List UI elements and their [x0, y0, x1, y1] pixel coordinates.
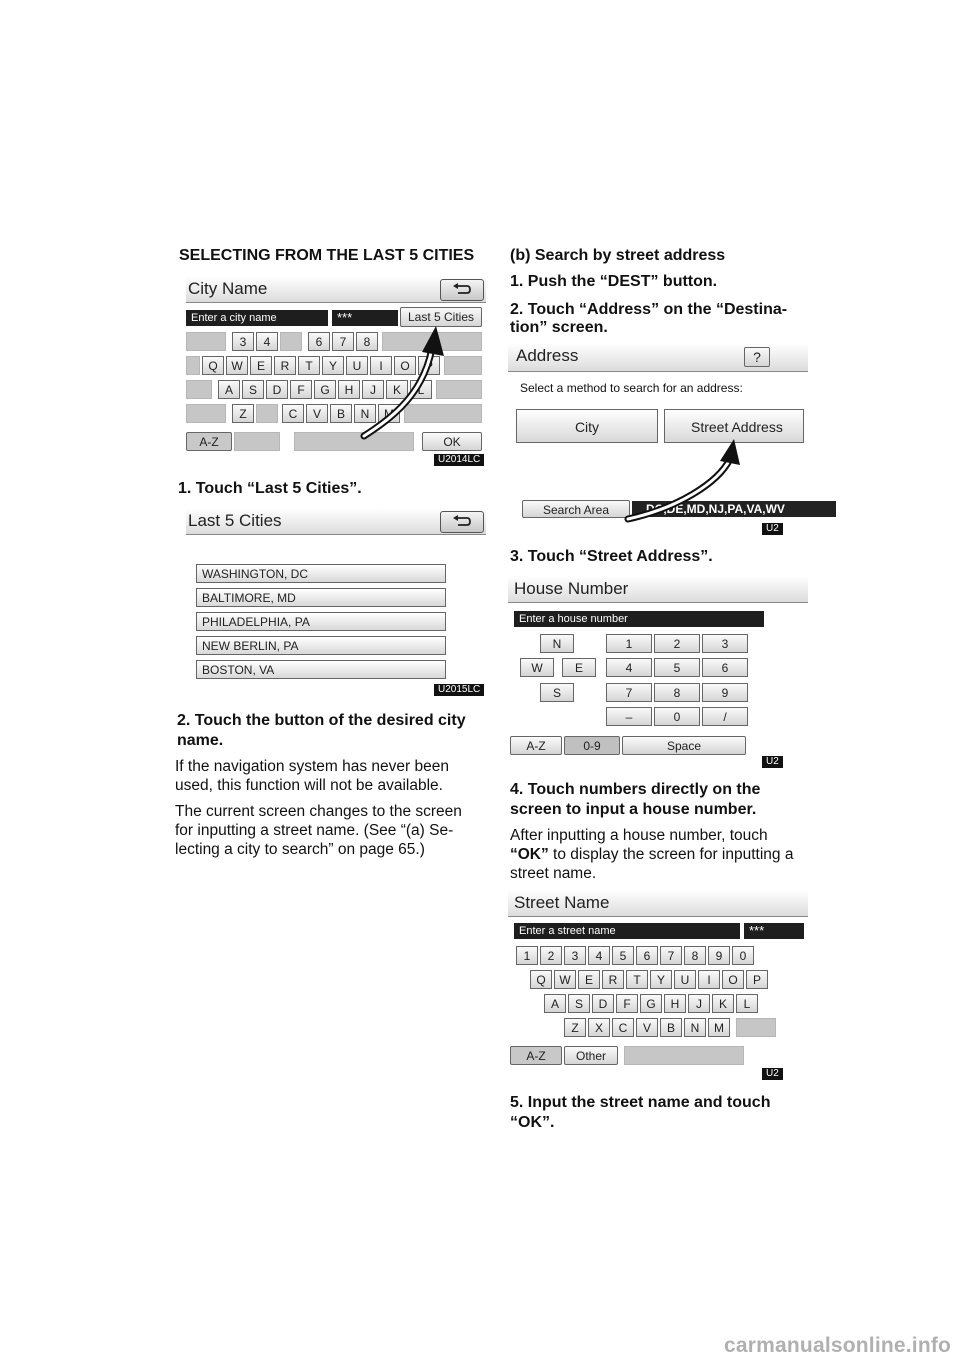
key[interactable]: H: [664, 994, 686, 1013]
step-5-line-2: “OK”.: [510, 1114, 555, 1131]
key[interactable]: O: [394, 356, 416, 375]
key[interactable]: V: [636, 1018, 658, 1037]
key[interactable]: 9: [708, 946, 730, 965]
key[interactable]: T: [626, 970, 648, 989]
key[interactable]: 9: [702, 683, 748, 702]
section-heading: (b) Search by street address: [510, 247, 726, 264]
last-5-cities-button[interactable]: Last 5 Cities: [400, 307, 482, 327]
address-screen: [508, 343, 808, 537]
screen-title: House Number: [514, 579, 629, 598]
key[interactable]: B: [660, 1018, 682, 1037]
key[interactable]: R: [274, 356, 296, 375]
street-input-value: ***: [744, 923, 804, 939]
city-button[interactable]: WASHINGTON, DC: [196, 564, 446, 583]
key[interactable]: L: [410, 380, 432, 399]
key-north[interactable]: N: [540, 634, 574, 653]
step-2-line-1: 2. Touch the button of the desired city: [177, 712, 466, 729]
ok-label: “OK”: [510, 846, 549, 863]
key[interactable]: 4: [256, 332, 278, 351]
after-line-2: [510, 845, 793, 864]
key[interactable]: 6: [636, 946, 658, 965]
0-9-button[interactable]: 0-9: [564, 736, 620, 755]
step-5-line-1: 5. Input the street name and touch: [510, 1094, 771, 1111]
figure-code: U2: [762, 1068, 783, 1080]
street-input-field[interactable]: Enter a street name: [514, 923, 740, 939]
a-z-button[interactable]: A-Z: [186, 432, 232, 451]
street-address-button[interactable]: Street Address: [664, 409, 804, 443]
after-line-2-text: to display the screen for inputting a: [548, 846, 794, 863]
key[interactable]: 6: [308, 332, 330, 351]
key[interactable]: 2: [654, 634, 700, 653]
key[interactable]: S: [242, 380, 264, 399]
screen-title: Last 5 Cities: [188, 511, 282, 530]
key[interactable]: 3: [702, 634, 748, 653]
key[interactable]: A: [544, 994, 566, 1013]
step-3: 3. Touch “Street Address”.: [510, 548, 713, 565]
key-disabled: [736, 1018, 776, 1037]
street-name-screen: [508, 890, 808, 1082]
key[interactable]: N: [354, 404, 376, 423]
key[interactable]: F: [616, 994, 638, 1013]
key-disabled: [624, 1046, 744, 1065]
other-button[interactable]: Other: [564, 1046, 618, 1065]
key[interactable]: W: [554, 970, 576, 989]
footer-watermark: carmanualsonline.info: [724, 1334, 952, 1357]
key[interactable]: 3: [232, 332, 254, 351]
key[interactable]: 5: [654, 658, 700, 677]
figure-code: U2: [762, 523, 783, 535]
step-2-line-1: 2. Touch “Address” on the “Destina-: [510, 301, 788, 318]
step-2-line-2: tion” screen.: [510, 319, 608, 336]
key[interactable]: U: [674, 970, 696, 989]
house-number-screen: [508, 576, 808, 768]
key[interactable]: 8: [684, 946, 706, 965]
key[interactable]: A: [218, 380, 240, 399]
key[interactable]: 7: [606, 683, 652, 702]
key[interactable]: F: [290, 380, 312, 399]
key[interactable]: H: [338, 380, 360, 399]
key[interactable]: U: [346, 356, 368, 375]
key[interactable]: Z: [564, 1018, 586, 1037]
key[interactable]: 2: [540, 946, 562, 965]
key[interactable]: Q: [530, 970, 552, 989]
key[interactable]: Z: [232, 404, 254, 423]
key[interactable]: K: [386, 380, 408, 399]
help-button[interactable]: ?: [744, 347, 770, 367]
key[interactable]: X: [588, 1018, 610, 1037]
step-4-line-2: screen to input a house number.: [510, 801, 757, 818]
key[interactable]: 8: [654, 683, 700, 702]
a-z-button[interactable]: A-Z: [510, 736, 562, 755]
key[interactable]: Y: [322, 356, 344, 375]
step-1: 1. Touch “Last 5 Cities”.: [178, 480, 362, 497]
key[interactable]: I: [698, 970, 720, 989]
note-2-line-2: for inputting a street name. (See “(a) Se-: [175, 822, 454, 839]
key[interactable]: 4: [588, 946, 610, 965]
key[interactable]: 0: [732, 946, 754, 965]
key[interactable]: O: [722, 970, 744, 989]
key[interactable]: C: [612, 1018, 634, 1037]
city-input-field[interactable]: Enter a city name: [186, 310, 328, 326]
screen-title: Address: [516, 346, 579, 365]
city-button[interactable]: PHILADELPHIA, PA: [196, 612, 446, 631]
key[interactable]: T: [298, 356, 320, 375]
note-1-line-1: If the navigation system has never been: [175, 758, 449, 775]
space-button[interactable]: Space: [622, 736, 746, 755]
key-east[interactable]: E: [562, 658, 596, 677]
key[interactable]: Q: [202, 356, 224, 375]
key[interactable]: S: [568, 994, 590, 1013]
key[interactable]: B: [330, 404, 352, 423]
subtitle: Select a method to search for an address:: [520, 381, 743, 395]
key[interactable]: P: [746, 970, 768, 989]
key[interactable]: C: [282, 404, 304, 423]
key[interactable]: I: [370, 356, 392, 375]
note-2-line-3: lecting a city to search” on page 65.): [175, 841, 425, 858]
key[interactable]: L: [736, 994, 758, 1013]
key[interactable]: Y: [650, 970, 672, 989]
key[interactable]: G: [314, 380, 336, 399]
step-1: 1. Push the “DEST” button.: [510, 273, 718, 290]
ok-button[interactable]: OK: [422, 432, 482, 451]
figure-code: U2014LC: [434, 454, 484, 466]
city-button[interactable]: BOSTON, VA: [196, 660, 446, 679]
key[interactable]: 6: [702, 658, 748, 677]
search-area-value: DC,DE,MD,NJ,PA,VA,WV: [632, 501, 836, 517]
section-heading: SELECTING FROM THE LAST 5 CITIES: [179, 247, 475, 264]
key[interactable]: D: [266, 380, 288, 399]
key[interactable]: E: [578, 970, 600, 989]
figure-code: U2: [762, 756, 783, 768]
key-west[interactable]: W: [520, 658, 554, 677]
step-4-line-1: 4. Touch numbers directly on the: [510, 781, 761, 798]
a-z-button[interactable]: A-Z: [510, 1046, 562, 1065]
key[interactable]: 5: [612, 946, 634, 965]
key[interactable]: N: [684, 1018, 706, 1037]
key[interactable]: 3: [564, 946, 586, 965]
key[interactable]: 0: [654, 707, 700, 726]
figure-code: U2015LC: [434, 684, 484, 696]
key[interactable]: M: [378, 404, 400, 423]
key[interactable]: M: [708, 1018, 730, 1037]
key[interactable]: 7: [660, 946, 682, 965]
city-input-value: ***: [332, 310, 398, 326]
key[interactable]: J: [362, 380, 384, 399]
left-column-lines: [175, 240, 490, 920]
key[interactable]: 7: [332, 332, 354, 351]
screen-title: Street Name: [514, 893, 610, 912]
key[interactable]: 8: [356, 332, 378, 351]
city-button[interactable]: BALTIMORE, MD: [196, 588, 446, 607]
note-2-line-1: The current screen changes to the screen: [175, 803, 462, 820]
house-number-input[interactable]: Enter a house number: [514, 611, 764, 627]
key[interactable]: J: [688, 994, 710, 1013]
key[interactable]: D: [592, 994, 614, 1013]
key[interactable]: E: [250, 356, 272, 375]
city-button[interactable]: NEW BERLIN, PA: [196, 636, 446, 655]
after-line-3: street name.: [510, 865, 597, 882]
key[interactable]: G: [640, 994, 662, 1013]
key[interactable]: W: [226, 356, 248, 375]
key[interactable]: K: [712, 994, 734, 1013]
screen-title: City Name: [188, 279, 268, 298]
key-south[interactable]: S: [540, 683, 574, 702]
search-area-button[interactable]: Search Area: [522, 500, 630, 518]
key[interactable]: R: [602, 970, 624, 989]
key[interactable]: /: [702, 707, 748, 726]
key[interactable]: 4: [606, 658, 652, 677]
key[interactable]: P: [418, 356, 440, 375]
key[interactable]: 1: [516, 946, 538, 965]
right-column: [508, 240, 794, 1140]
key[interactable]: V: [306, 404, 328, 423]
key[interactable]: 1: [606, 634, 652, 653]
city-button[interactable]: City: [516, 409, 658, 443]
note-1-line-2: used, this function will not be available.: [175, 777, 443, 794]
step-2-line-2: name.: [177, 732, 224, 749]
after-line-1: After inputting a house number, touch: [510, 827, 768, 844]
key[interactable]: –: [606, 707, 652, 726]
